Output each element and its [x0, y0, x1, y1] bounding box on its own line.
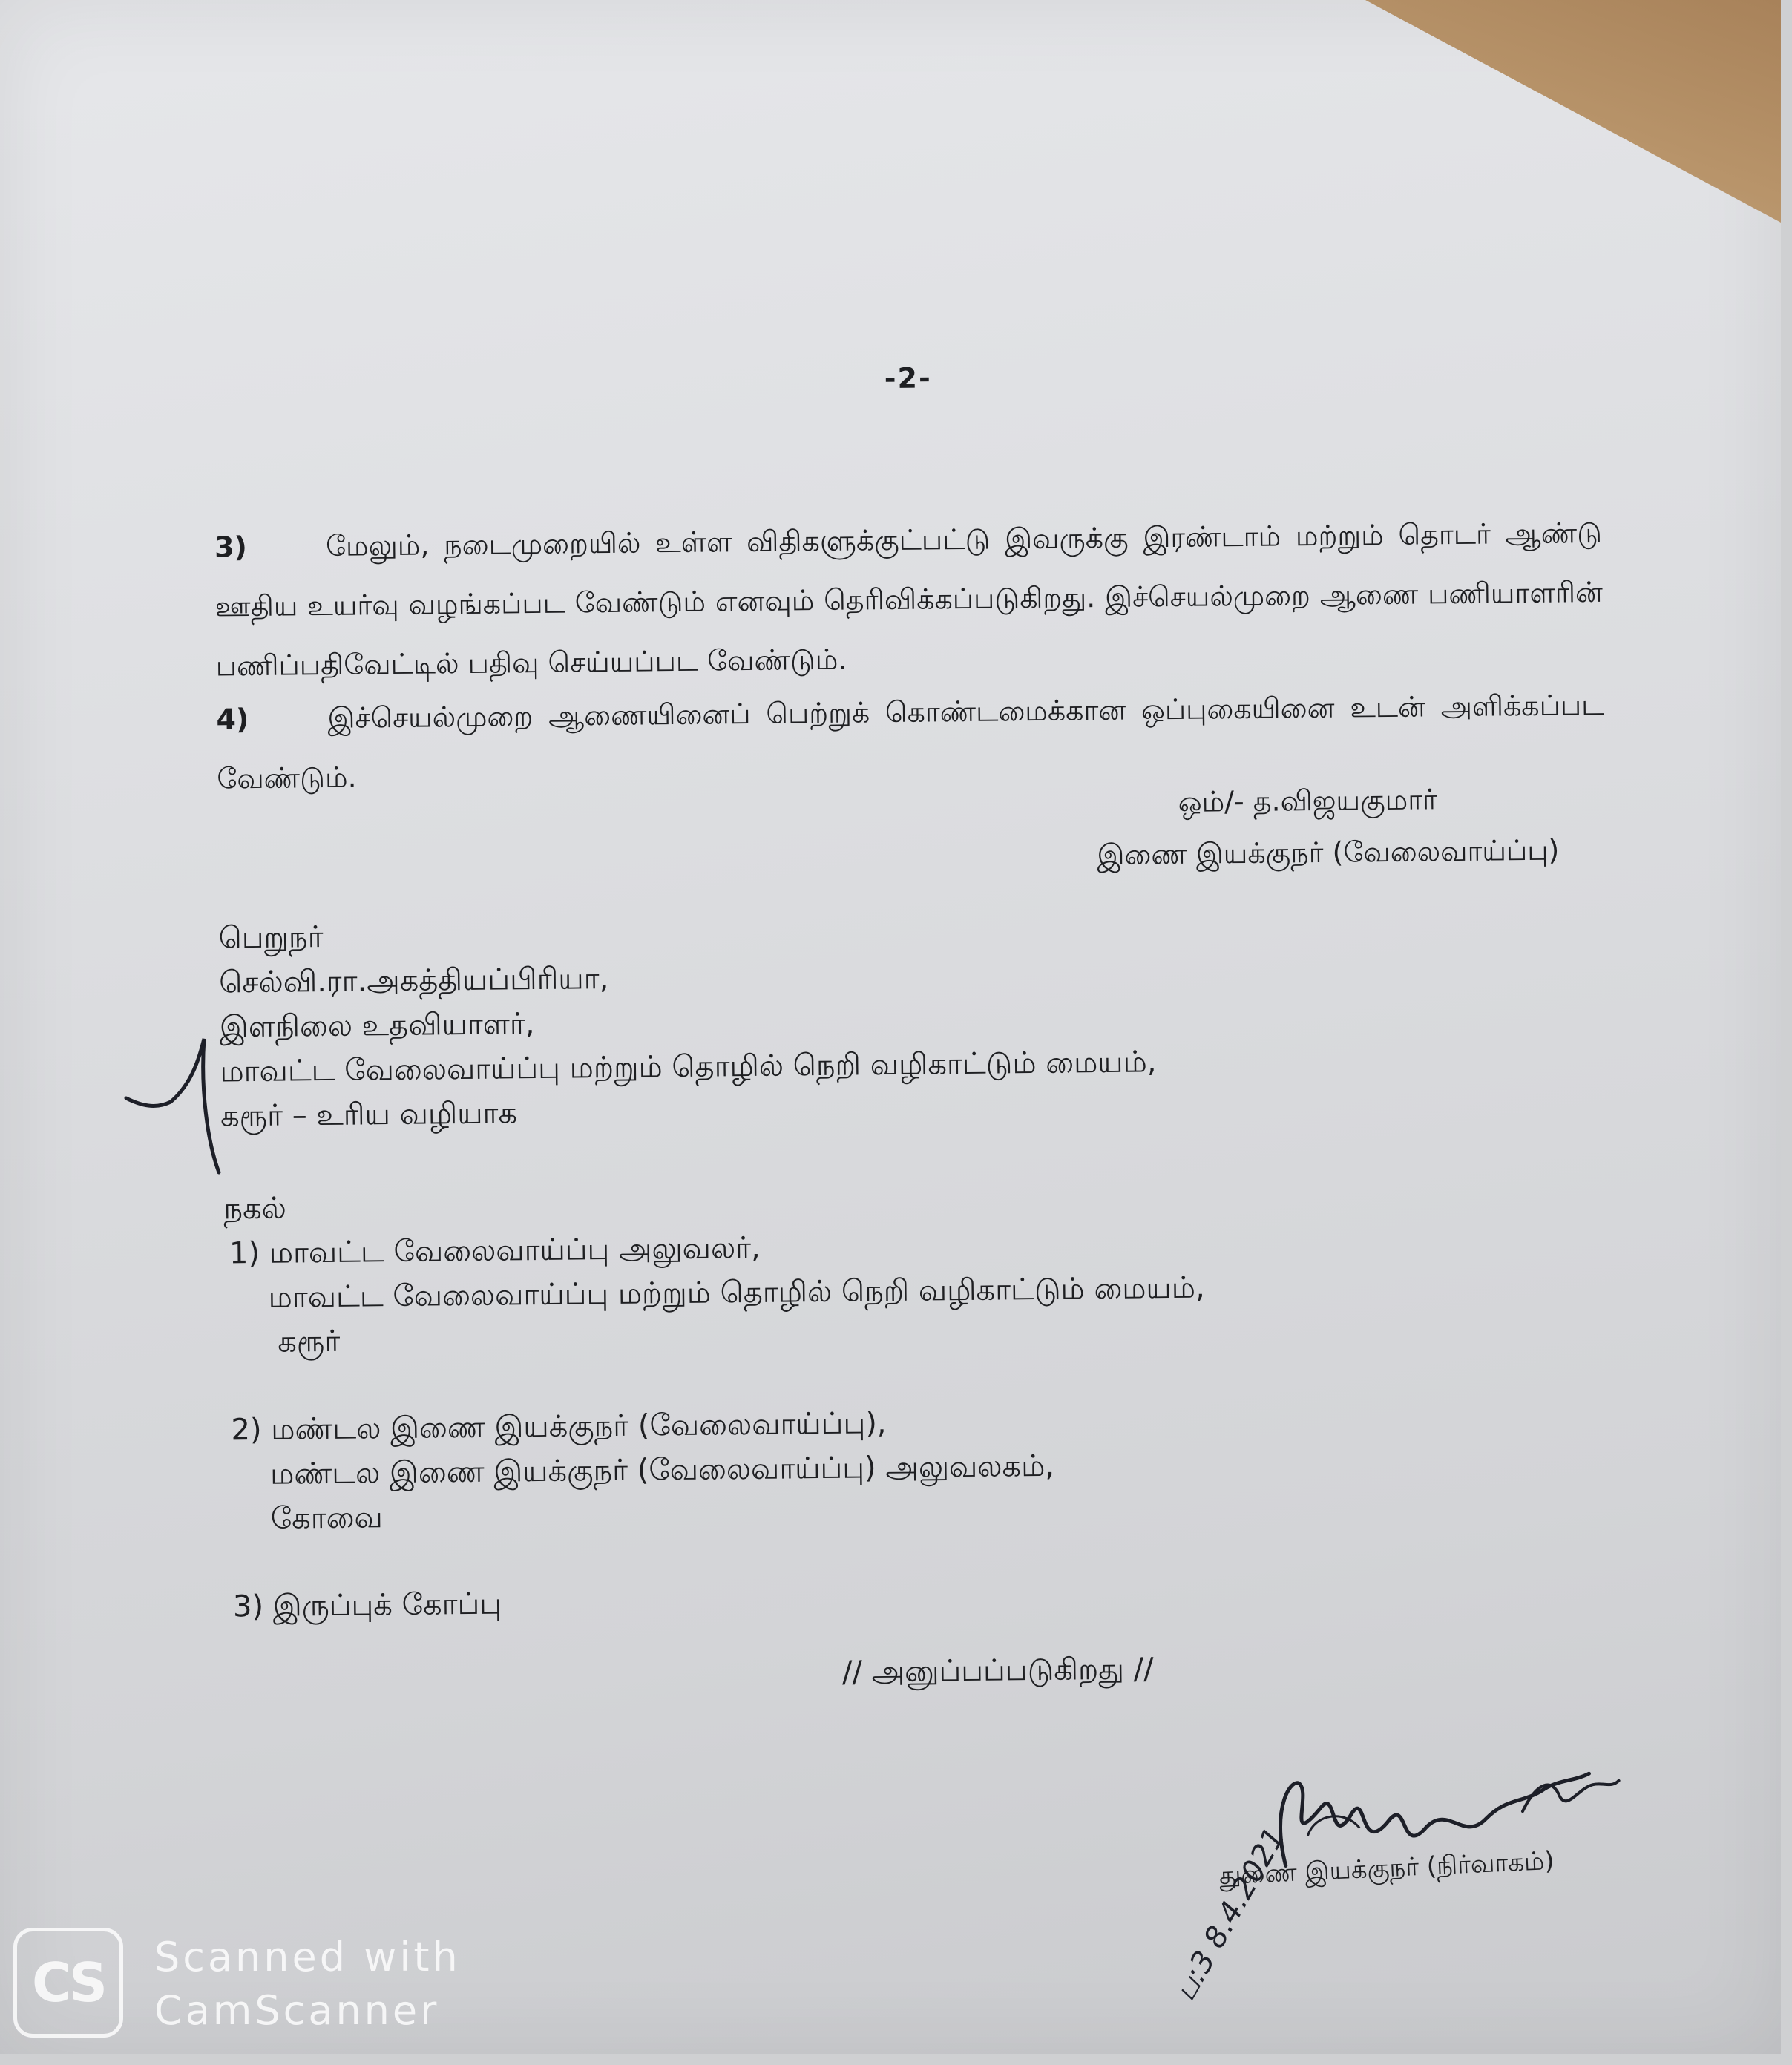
signature-block — [1096, 772, 1559, 882]
recipient-line: மாவட்ட வேலைவாய்ப்பு மற்றும் தொழில் நெறி வழிகாட்டும் மையம், — [220, 1045, 1157, 1089]
recipient-line: கரூர் – உரிய வழியாக — [220, 1096, 518, 1134]
copy-item — [233, 1575, 1209, 1629]
watermark-line: Scanned with — [154, 1934, 461, 1980]
camscanner-watermark — [13, 1928, 473, 2039]
recipient-block — [218, 906, 1157, 1138]
recipient-line: இளநிலை உதவியாளர், — [219, 1007, 535, 1045]
paragraph-text: இச்செயல்முறை ஆணையினைப் பெற்றுக் கொண்டமைக்கான ஒப்புகையினை உடன் அளிக்கப்பட வேண்டும். — [217, 688, 1604, 795]
handwritten-date-text: ப:3 8.4.2021 — [1167, 1822, 1293, 2007]
copy-item-number: 1) — [229, 1235, 260, 1271]
copy-item — [231, 1398, 1207, 1542]
camscanner-text — [154, 1931, 461, 2038]
copy-item-line: கரூர் — [278, 1324, 341, 1359]
paragraph-number: 4) — [216, 703, 249, 736]
copy-item-number: 2) — [231, 1412, 262, 1448]
watermark-line: CamScanner — [154, 1987, 440, 2034]
paragraph-text: மேலும், நடைமுறையில் உள்ள விதிகளுக்குட்பட்டு இவருக்கு இரண்டாம் மற்றும் தொடர் ஆண்டு ஊதிய உயர்வு வழங்கப்பட வேண்டும் எனவும் தெரிவிக்கப்படுகிறது. இச்செயல்முறை ஆணை பணியாளரின் பணிப்பதிவேட்டில் பதிவு செய்யப்பட வேண்டும். — [214, 516, 1604, 683]
copy-item-line: கோவை — [270, 1500, 384, 1536]
handwritten-tick-mark — [111, 1031, 230, 1180]
forwarded-note: // அனுப்பப்படுகிறது // — [841, 1652, 1154, 1690]
recipient-heading: பெறுநர் — [218, 920, 324, 956]
paragraph-3 — [214, 503, 1604, 696]
copy-item-number: 3) — [232, 1589, 264, 1624]
copy-heading: நகல் — [223, 1191, 287, 1227]
copy-item-line: மண்டல இணை இயக்குநர் (வேலைவாய்ப்பு), — [271, 1406, 887, 1447]
copy-list — [229, 1221, 1209, 1672]
camscanner-logo: CS — [13, 1928, 123, 2038]
signatory-designation: இணை இயக்குநர் (வேலைவாய்ப்பு) — [1097, 833, 1560, 872]
copy-item-line: மாவட்ட வேலைவாய்ப்பு மற்றும் தொழில் நெறி வழிகாட்டும் மையம், — [268, 1270, 1205, 1315]
copy-item-line: மாவட்ட வேலைவாய்ப்பு அலுவலர், — [269, 1230, 761, 1270]
page-number: -2- — [884, 361, 932, 395]
handwritten-signature — [1240, 1759, 1627, 1881]
recipient-line: செல்வி.ரா.அகத்தியப்பிரியா, — [218, 961, 609, 1000]
signatory-name: ஒம்/- த.விஜயகுமார் — [1178, 783, 1438, 818]
officer-designation: துணை இயக்குநர் (நிர்வாகம்) — [1218, 1845, 1555, 1891]
handwritten-date — [1167, 1822, 1354, 2052]
copy-item-line: மண்டல இணை இயக்குநர் (வேலைவாய்ப்பு) அலுவலகம், — [269, 1448, 1055, 1491]
paragraph-number: 3) — [214, 531, 248, 564]
copy-item-line: இருப்புக் கோப்பு — [272, 1586, 502, 1624]
copy-item — [229, 1221, 1206, 1365]
